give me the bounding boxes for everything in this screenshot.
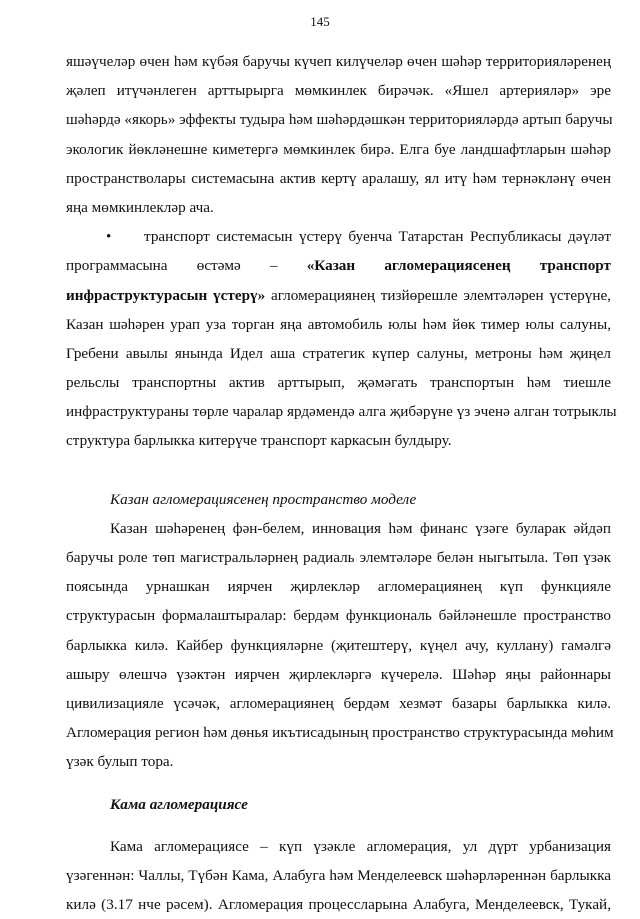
text-line: инфраструктураны төрле чаралар ярдәмендә алга җибәрүне үз эченә алган тотрыклы xyxy=(66,403,617,421)
program-title-word: транспорт xyxy=(539,257,612,275)
text-line: үзәгеннән: Чаллы, Түбән Кама, Алабуга һәм Менделеевск шәһәрләреннән барлыкка xyxy=(66,866,611,884)
text-line: Казан шәһәрен урап уза торган яңа автомобиль юлы һәм йөк тимер юлы салуны, xyxy=(66,315,611,333)
text-line: Гребени авылы янында Идел аша стратегик күпер салуны, метроны һәм җиңел xyxy=(66,344,611,362)
text-line: Казан шәһәренең фән-белем, инновация һәм финанс үзәге буларак әйдәп xyxy=(110,519,611,537)
section-spacer xyxy=(66,819,611,832)
text-line: үзәк булып тора. xyxy=(66,753,174,771)
word: өстәмә xyxy=(196,257,241,275)
bullet-marker: • xyxy=(106,228,112,246)
paragraph-spatial-model xyxy=(66,514,614,777)
page-number: 145 xyxy=(310,14,330,29)
text-line: ашыру өлешчә үзәктән иярчен җирлекләргә күчерелә. Шәһәр яңы районнары xyxy=(66,665,611,683)
program-title-word: агломерациясенең xyxy=(384,257,511,275)
text-line: барлыкка килә. Кайбер функцияләрне (җитештерү, күңел ачу, куллану) гамәлгә xyxy=(66,636,611,654)
text-line: пространстволары системасына актив кертү аралашу, ял итү һәм тернәкләнү өчен xyxy=(66,169,611,187)
text-line: структурасын формалаштыралар: бердәм функциональ бәйләнешле пространство xyxy=(66,607,611,625)
text-line: Кама агломерациясе – күп үзәкле агломерация, ул дүрт урбанизация xyxy=(110,837,611,855)
text-line xyxy=(66,281,611,310)
program-title-word: «Казан xyxy=(306,257,356,275)
word: программасына xyxy=(66,257,168,275)
text-line: цивилизацияле үсәчәк, агломерациянең бердәм хезмәт базары барлыкка килә. xyxy=(66,694,611,712)
text-line: поясында урнашкан иярчен җирлекләр агломерациянең күп функцияле xyxy=(66,578,611,596)
bullet-item-transport xyxy=(66,222,617,456)
text-line: структура барлыкка китерүче транспорт каркасын булдыру. xyxy=(66,432,452,450)
section-spacer xyxy=(66,777,611,790)
text-line: шәһәрдә «якорь» эффекты тудыра һәм шәһәрдәшкән территорияләрдә артып баручы xyxy=(66,111,613,129)
paragraph-kama xyxy=(66,832,611,919)
text-line: җәлеп итүчәнлеген арттырырга мөмкинлек бирәчәк. «Яшел артерияләр» эре xyxy=(66,82,611,100)
text-line: рельслы транспортны актив арттырып, җәмәгать транспортын һәм тиешле xyxy=(66,374,611,392)
bullet-text: транспорт системасын үстерү буенча Татарстан Республикасы дәүләт xyxy=(144,228,611,246)
page-content xyxy=(66,47,617,919)
text-line xyxy=(66,222,611,251)
text-line: яңа мөмкинлекләр ача. xyxy=(66,198,214,216)
text-line: яшәүчеләр өчен һәм күбәя баручы күчеп килүчеләр өчен шәһәр территорияләренең xyxy=(66,53,611,70)
text-line: баручы роле төп магистральләрнең радиаль элемтәләре белән ныгытыла. Төп үзәк xyxy=(66,549,611,566)
dash: – xyxy=(269,257,278,275)
paragraph-green-arteries xyxy=(66,47,611,222)
text-line: килә (3.17 нче рәсем). Агломерация процессларына Алабуга, Менделеевск, Тукай, xyxy=(66,896,611,914)
text-line xyxy=(66,251,611,280)
text-line: Агломерация регион һәм дөнья икътисадының пространство структурасында мөһим xyxy=(66,724,614,742)
text-line: экологик йөкләнешне киметергә мөмкинлек бирә. Елга буе ландшафтларын шәһәр xyxy=(66,140,611,158)
bullet-text: агломерациянең тизйөрешле элемтәләрен үстерүне, xyxy=(265,286,611,304)
program-title-end: инфраструктурасын үстерү» xyxy=(66,286,266,304)
section-heading-spatial-model: Казан агломерациясенең пространство моделе xyxy=(110,490,417,508)
section-spacer xyxy=(66,456,611,485)
section-heading-kama: Кама агломерациясе xyxy=(110,795,248,813)
